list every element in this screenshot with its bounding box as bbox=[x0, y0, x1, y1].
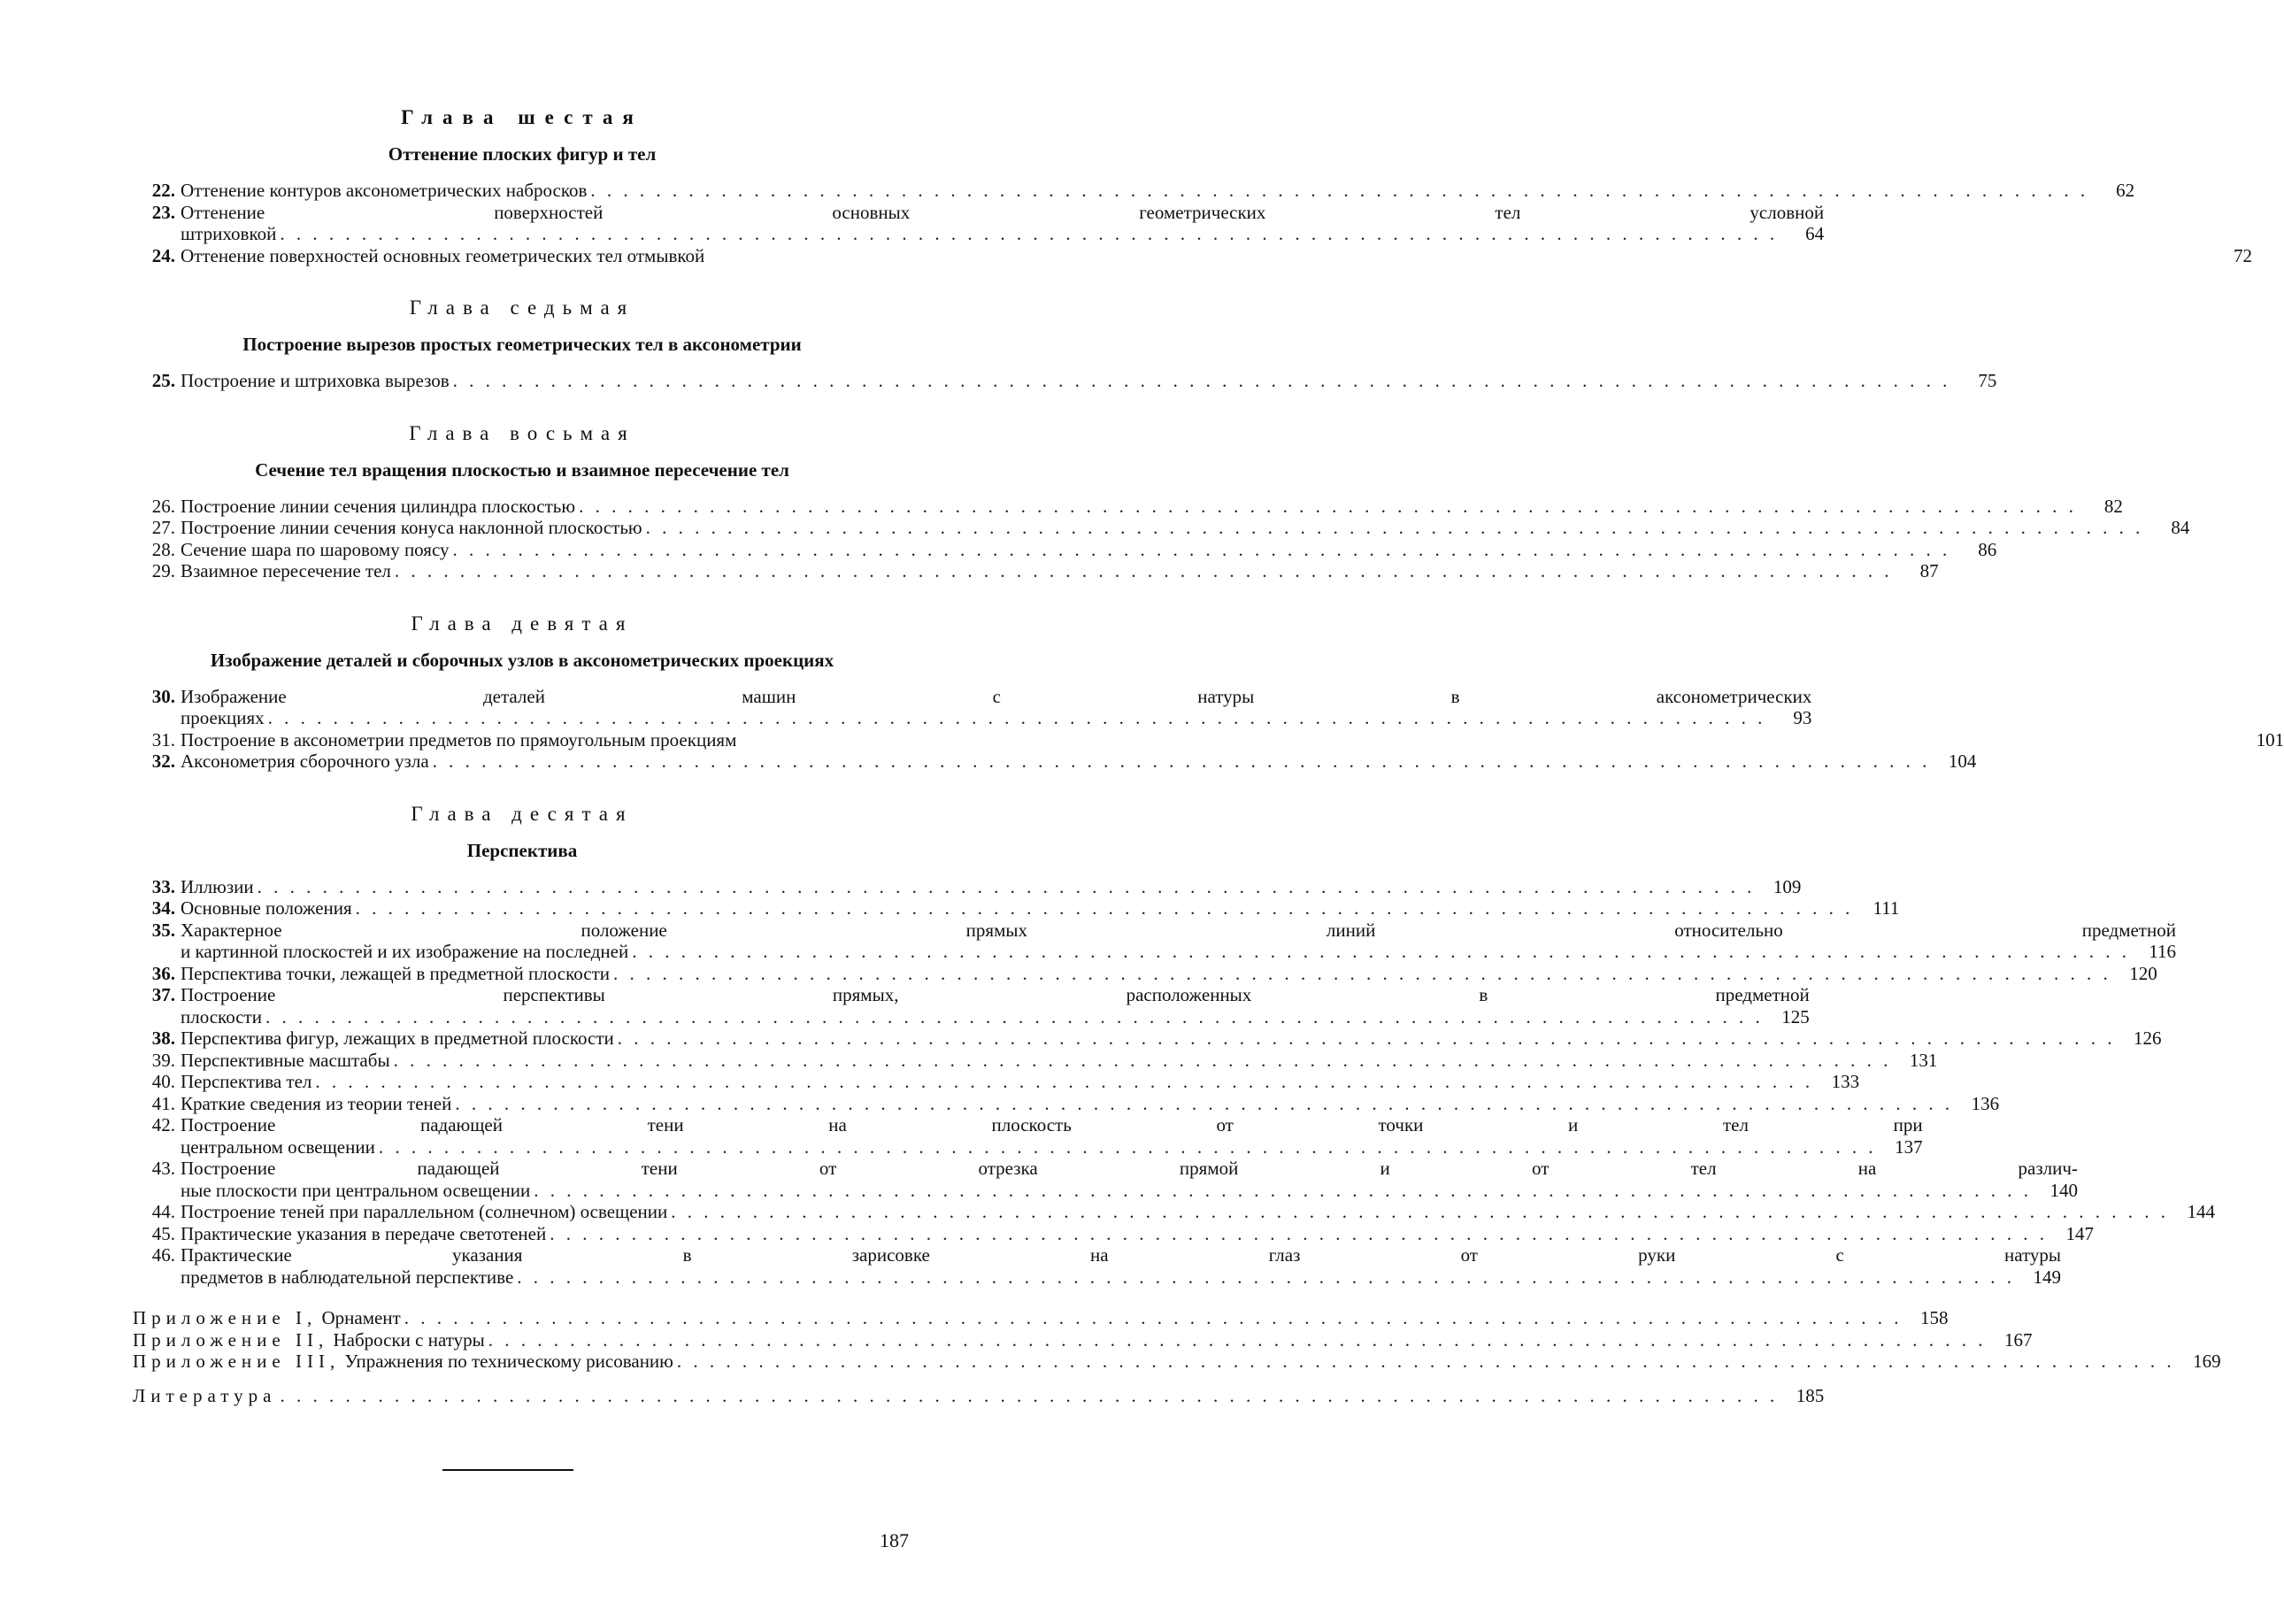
appendix-label: Приложение II, bbox=[133, 1328, 329, 1351]
entry-number: 31. bbox=[151, 728, 175, 750]
separator-rule bbox=[442, 1469, 573, 1471]
appendix-entry bbox=[133, 1328, 2033, 1351]
entry-text: Взаимное пересечение тел bbox=[181, 560, 391, 581]
entry-text: штриховкой bbox=[181, 223, 277, 244]
entry-number: 26. bbox=[151, 495, 175, 517]
leader-dots bbox=[579, 496, 2077, 518]
appendix-title: Упражнения по техническому рисованию bbox=[344, 1351, 673, 1372]
appendix-title: Наброски с натуры bbox=[333, 1328, 485, 1351]
entry-page: 86 bbox=[1978, 538, 1997, 560]
entry-text: Практические указания в передаче светотеней bbox=[181, 1222, 547, 1244]
entry-number: 34. bbox=[151, 897, 175, 919]
leader-dots bbox=[632, 941, 2130, 963]
chapter-label: Глава девятая bbox=[411, 612, 634, 635]
literature-label: Литература bbox=[133, 1384, 277, 1406]
entry-text-line: Оттенение поверхностей основных геометрических тел условной bbox=[181, 201, 1825, 223]
leader-dots bbox=[394, 1050, 1892, 1072]
entry-number: 42. bbox=[151, 1114, 175, 1135]
toc-entry bbox=[133, 1158, 2078, 1201]
entry-page: 125 bbox=[1781, 1005, 1810, 1028]
entry-text: Построение линии сечения конуса наклонной плоскостью bbox=[181, 517, 642, 538]
toc-entry bbox=[133, 750, 1977, 773]
entry-text: Перспективные масштабы bbox=[181, 1049, 390, 1071]
chapter-section bbox=[133, 421, 2190, 582]
entry-text: центральном освещении bbox=[181, 1135, 375, 1158]
leader-dots bbox=[315, 1071, 1813, 1093]
entry-text: Перспектива фигур, лежащих в предметной плоскости bbox=[181, 1028, 614, 1049]
entry-number: 33. bbox=[151, 875, 175, 897]
entry-text: Аксонометрия сборочного узла bbox=[181, 750, 429, 772]
entry-page: 131 bbox=[1909, 1049, 1938, 1071]
entry-number: 46. bbox=[151, 1244, 175, 1266]
leader-dots bbox=[395, 560, 1893, 582]
toc-entry bbox=[133, 1244, 2062, 1288]
appendix-list bbox=[133, 1307, 2221, 1373]
entry-text: Основные положения bbox=[181, 897, 352, 919]
chapter-title: Изображение деталей и сборочных узлов в аксонометрических проекциях bbox=[210, 649, 834, 671]
toc-entry bbox=[133, 495, 2123, 518]
leader-dots bbox=[646, 517, 2144, 539]
entry-number: 30. bbox=[151, 685, 175, 707]
entry-number: 44. bbox=[151, 1201, 175, 1222]
chapter-section bbox=[133, 612, 2284, 773]
chapter-label: Глава седьмая bbox=[409, 296, 635, 319]
entry-number: 45. bbox=[151, 1222, 175, 1244]
leader-dots bbox=[280, 1385, 1778, 1407]
toc-entry bbox=[133, 560, 1939, 582]
entry-number: 38. bbox=[151, 1028, 175, 1049]
toc-entry bbox=[133, 517, 2190, 539]
entry-page: 87 bbox=[1919, 560, 1939, 581]
entry-text: Перспектива точки, лежащей в предметной плоскости bbox=[181, 962, 610, 984]
literature-page: 185 bbox=[1796, 1384, 1825, 1406]
entry-page: 64 bbox=[1805, 223, 1825, 244]
entry-text: Построение линии сечения цилиндра плоскостью bbox=[181, 495, 576, 517]
entry-page: 82 bbox=[2103, 495, 2123, 517]
leader-dots bbox=[618, 1028, 2116, 1050]
toc-entry bbox=[133, 180, 2135, 202]
entry-text: ные плоскости при центральном освещении bbox=[181, 1179, 531, 1201]
chapter-list bbox=[133, 106, 2284, 1288]
entry-text: Сечение шара по шаровому поясу bbox=[181, 538, 450, 560]
appendix-page: 167 bbox=[2004, 1328, 2033, 1351]
entry-text: Перспектива тел bbox=[181, 1071, 312, 1092]
leader-dots bbox=[258, 876, 1756, 898]
toc-entry bbox=[133, 1028, 2162, 1050]
entry-number: 24. bbox=[151, 244, 175, 266]
entry-page: 101 bbox=[2256, 728, 2284, 750]
toc-entry bbox=[133, 875, 1802, 898]
chapter-section bbox=[133, 106, 2252, 266]
leader-dots bbox=[356, 897, 1854, 920]
leader-dots bbox=[590, 180, 2088, 202]
appendix-title: Орнамент bbox=[321, 1307, 401, 1328]
entry-number: 23. bbox=[151, 201, 175, 223]
chapter-title: Сечение тел вращения плоскостью и взаимное пересечение тел bbox=[255, 458, 789, 481]
entry-text-line: Изображение деталей машин с натуры в аксонометрических bbox=[181, 685, 1812, 707]
toc-entry bbox=[133, 1071, 1860, 1093]
chapter-section bbox=[133, 802, 2216, 1289]
entry-text: Оттенение поверхностей основных геометрических тел отмывкой bbox=[181, 244, 705, 266]
entry-page: 104 bbox=[1948, 750, 1977, 772]
entry-page: 111 bbox=[1873, 897, 1900, 919]
entry-page: 140 bbox=[2049, 1179, 2078, 1201]
entry-page: 136 bbox=[1971, 1092, 2000, 1114]
entry-text-line: Практические указания в зарисовке на глаз от руки с натуры bbox=[181, 1244, 2062, 1266]
leader-dots bbox=[453, 370, 1951, 392]
leader-dots bbox=[550, 1223, 2048, 1245]
entry-text: проекциях bbox=[181, 707, 265, 728]
appendix-label: Приложение I, bbox=[133, 1307, 318, 1328]
toc-entry bbox=[133, 1114, 1923, 1158]
chapter-label: Глава шестая bbox=[401, 106, 643, 128]
entry-text: Краткие сведения из теории теней bbox=[181, 1092, 452, 1114]
entry-number: 43. bbox=[151, 1158, 175, 1179]
leader-dots bbox=[455, 1093, 1953, 1115]
entry-text-line: Построение перспективы прямых, расположенных в предметной bbox=[181, 984, 1810, 1005]
leader-dots bbox=[488, 1329, 1987, 1351]
entry-number: 36. bbox=[151, 962, 175, 984]
toc-entry bbox=[133, 962, 2157, 985]
leader-dots bbox=[379, 1136, 1877, 1158]
chapter-title: Оттенение плоских фигур и тел bbox=[388, 143, 657, 165]
entry-page: 149 bbox=[2033, 1266, 2062, 1288]
entry-text-line: Построение падающей тени на плоскость от точки и тел при bbox=[181, 1114, 1923, 1135]
leader-dots bbox=[613, 963, 2111, 985]
entry-page: 62 bbox=[2116, 180, 2135, 201]
appendix-entry bbox=[133, 1307, 1949, 1329]
toc-entry bbox=[133, 919, 2176, 963]
leader-dots bbox=[517, 1266, 2015, 1289]
entry-text: Оттенение контуров аксонометрических набросков bbox=[181, 180, 588, 201]
page-number: 187 bbox=[880, 1529, 909, 1551]
entry-page: 109 bbox=[1773, 875, 1802, 897]
entry-page: 144 bbox=[2187, 1201, 2216, 1222]
toc-entry bbox=[133, 370, 1997, 392]
entry-text: Построение в аксонометрии предметов по прямоугольным проекциям bbox=[181, 728, 737, 750]
entry-text: и картинной плоскостей и их изображение на последней bbox=[181, 941, 629, 962]
entry-text-line: Построение падающей тени от отрезка прямой и от тел на различ- bbox=[181, 1158, 2078, 1179]
entry-number: 39. bbox=[151, 1049, 175, 1071]
entry-number: 37. bbox=[151, 984, 175, 1005]
chapter-section bbox=[133, 296, 1997, 392]
entry-page: 137 bbox=[1895, 1135, 1923, 1158]
entry-text: предметов в наблюдательной перспективе bbox=[181, 1266, 514, 1288]
leader-dots bbox=[265, 1006, 1764, 1028]
appendix-page: 169 bbox=[2193, 1351, 2221, 1372]
table-of-contents bbox=[133, 106, 2284, 1406]
toc-entry bbox=[133, 984, 1810, 1028]
entry-text-line: Характерное положение прямых линий относительно предметной bbox=[181, 919, 2176, 941]
appendix-label: Приложение III, bbox=[133, 1351, 341, 1372]
leader-dots bbox=[433, 750, 1931, 773]
chapter-label: Глава восьмая bbox=[409, 421, 635, 444]
entry-page: 84 bbox=[2171, 517, 2190, 538]
toc-entry bbox=[133, 685, 1812, 729]
toc-entry bbox=[133, 1222, 2094, 1245]
leader-dots bbox=[671, 1201, 2169, 1223]
entry-number: 22. bbox=[151, 180, 175, 201]
chapter-title: Построение вырезов простых геометрических тел в аксонометрии bbox=[242, 334, 802, 355]
entry-page: 75 bbox=[1978, 370, 1997, 391]
entry-text: плоскости bbox=[181, 1005, 262, 1028]
entry-number: 28. bbox=[151, 538, 175, 560]
leader-dots bbox=[280, 223, 1778, 245]
leader-dots bbox=[268, 707, 1766, 729]
entry-number: 25. bbox=[151, 370, 175, 391]
leader-dots bbox=[677, 1351, 2175, 1373]
appendix-entry bbox=[133, 1351, 2221, 1373]
entry-page: 126 bbox=[2134, 1028, 2162, 1049]
chapter-label: Глава десятая bbox=[411, 802, 634, 825]
entry-number: 27. bbox=[151, 517, 175, 538]
entry-page: 72 bbox=[2234, 244, 2252, 266]
toc-entry bbox=[133, 201, 1825, 245]
literature-entry bbox=[133, 1384, 1825, 1407]
toc-entry bbox=[133, 1049, 1938, 1072]
entry-number: 41. bbox=[151, 1092, 175, 1114]
entry-number: 32. bbox=[151, 750, 175, 772]
toc-entry bbox=[133, 897, 1900, 920]
leader-dots bbox=[404, 1307, 1903, 1329]
toc-entry bbox=[133, 728, 2284, 751]
entry-number: 35. bbox=[151, 919, 175, 941]
toc-entry bbox=[133, 538, 1997, 561]
entry-number: 40. bbox=[151, 1071, 175, 1092]
entry-text: Построение теней при параллельном (солнечном) освещении bbox=[181, 1201, 668, 1222]
toc-entry bbox=[133, 1092, 2000, 1115]
entry-number: 29. bbox=[151, 560, 175, 581]
chapter-title: Перспектива bbox=[466, 839, 578, 861]
appendix-page: 158 bbox=[1919, 1307, 1949, 1328]
entry-page: 120 bbox=[2129, 962, 2157, 984]
entry-text: Построение и штриховка вырезов bbox=[181, 370, 450, 391]
toc-entry bbox=[133, 1201, 2216, 1223]
entry-page: 147 bbox=[2065, 1222, 2094, 1244]
entry-page: 93 bbox=[1793, 707, 1812, 728]
leader-dots bbox=[453, 539, 1951, 561]
entry-text: Иллюзии bbox=[181, 875, 254, 897]
entry-page: 133 bbox=[1831, 1071, 1860, 1092]
entry-page: 116 bbox=[2149, 941, 2176, 962]
toc-entry bbox=[133, 244, 2252, 267]
leader-dots bbox=[534, 1180, 2032, 1202]
